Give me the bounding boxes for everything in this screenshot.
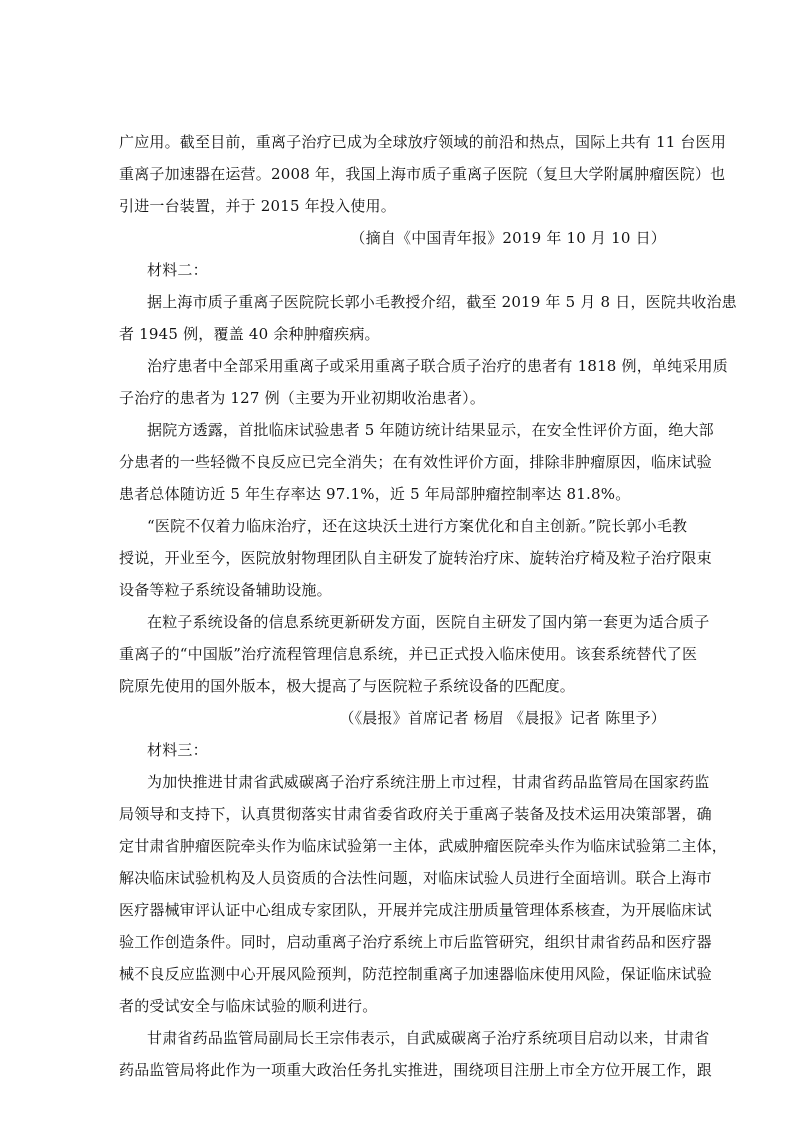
- section-heading: 材料二：: [147, 261, 208, 279]
- paragraph-line: 患者总体随访近 5 年生存率达 97.1%，近 5 年局部肿瘤控制率达 81.8%。: [119, 485, 631, 503]
- paragraph-line: 院原先使用的国外版本，极大提高了与医院粒子系统设备的匹配度。: [119, 677, 576, 695]
- paragraph-line: 子治疗的患者为 127 例（主要为开业初期收治患者）。: [119, 389, 486, 407]
- paragraph-line: “医院不仅着力临床治疗，还在这块沃土进行方案优化和自主创新。”院长郭小毛教: [147, 517, 688, 535]
- paragraph-line: 据上海市质子重离子医院院长郭小毛教授介绍，截至 2019 年 5 月 8 日，医院共收治患: [147, 293, 737, 311]
- paragraph-line: 治疗患者中全部采用重离子或采用重离子联合质子治疗的患者有 1818 例，单纯采用质: [147, 357, 728, 375]
- paragraph-line: 设备等粒子系统设备辅助设施。: [119, 581, 332, 599]
- paragraph-line: 重离子加速器在运营。2008 年，我国上海市质子重离子医院（复旦大学附属肿瘤医院）也: [119, 165, 726, 183]
- paragraph-line: 药品监管局将此作为一项重大政治任务扎实推进，围绕项目注册上市全方位开展工作，跟: [119, 1061, 712, 1079]
- paragraph-line: 医疗器械审评认证中心组成专家团队，开展并完成注册质量管理体系核查，为开展临床试: [119, 901, 712, 919]
- paragraph-line: 验工作创造条件。同时，启动重离子治疗系统上市后监管研究，组织甘肃省药品和医疗器: [119, 933, 712, 951]
- paragraph-line: 据院方透露，首批临床试验患者 5 年随访统计结果显示，在安全性评价方面，绝大部: [147, 421, 714, 439]
- paragraph-line: 解决临床试验机构及人员资质的合法性问题，对临床试验人员进行全面培训。联合上海市: [119, 869, 712, 887]
- paragraph-line: 局领导和支持下，认真贯彻落实甘肃省委省政府关于重离子装备及技术运用决策部署，确: [119, 805, 712, 823]
- paragraph-line: 引进一台装置，并于 2015 年投入使用。: [119, 197, 396, 215]
- paragraph-line: 分患者的一些轻微不良反应已完全消失；在有效性评价方面，排除非肿瘤原因，临床试验: [119, 453, 712, 471]
- paragraph-line: 在粒子系统设备的信息系统更新研发方面，医院自主研发了国内第一套更为适合质子: [147, 613, 710, 631]
- source-citation: （摘自《中国青年报》2019 年 10 月 10 日）: [350, 229, 666, 247]
- paragraph-line: 械不良反应监测中心开展风险预判，防范控制重离子加速器临床使用风险，保证临床试验: [119, 965, 712, 983]
- paragraph-line: 重离子的“中国版”治疗流程管理信息系统，并已正式投入临床使用。该套系统替代了医: [119, 645, 698, 663]
- source-citation: （《晨报》首席记者 杨眉 《晨报》记者 陈里予）: [339, 709, 666, 727]
- paragraph-line: 为加快推进甘肃省武威碳离子治疗系统注册上市过程，甘肃省药品监管局在国家药监: [147, 773, 710, 791]
- paragraph-line: 者 1945 例，覆盖 40 余种肿瘤疾病。: [119, 325, 380, 343]
- section-heading: 材料三：: [147, 741, 208, 759]
- paragraph-line: 者的受试安全与临床试验的顺利进行。: [119, 997, 378, 1015]
- paragraph-line: 授说，开业至今，医院放射物理团队自主研发了旋转治疗床、旋转治疗椅及粒子治疗限束: [119, 549, 712, 567]
- paragraph-line: 广应用。截至目前，重离子治疗已成为全球放疗领域的前沿和热点，国际上共有 11 台医用: [119, 133, 727, 151]
- paragraph-line: 定甘肃省肿瘤医院牵头作为临床试验第一主体，武威肿瘤医院牵头作为临床试验第二主体，: [119, 837, 728, 855]
- paragraph-line: 甘肃省药品监管局副局长王宗伟表示，自武威碳离子治疗系统项目启动以来，甘肃省: [147, 1029, 710, 1047]
